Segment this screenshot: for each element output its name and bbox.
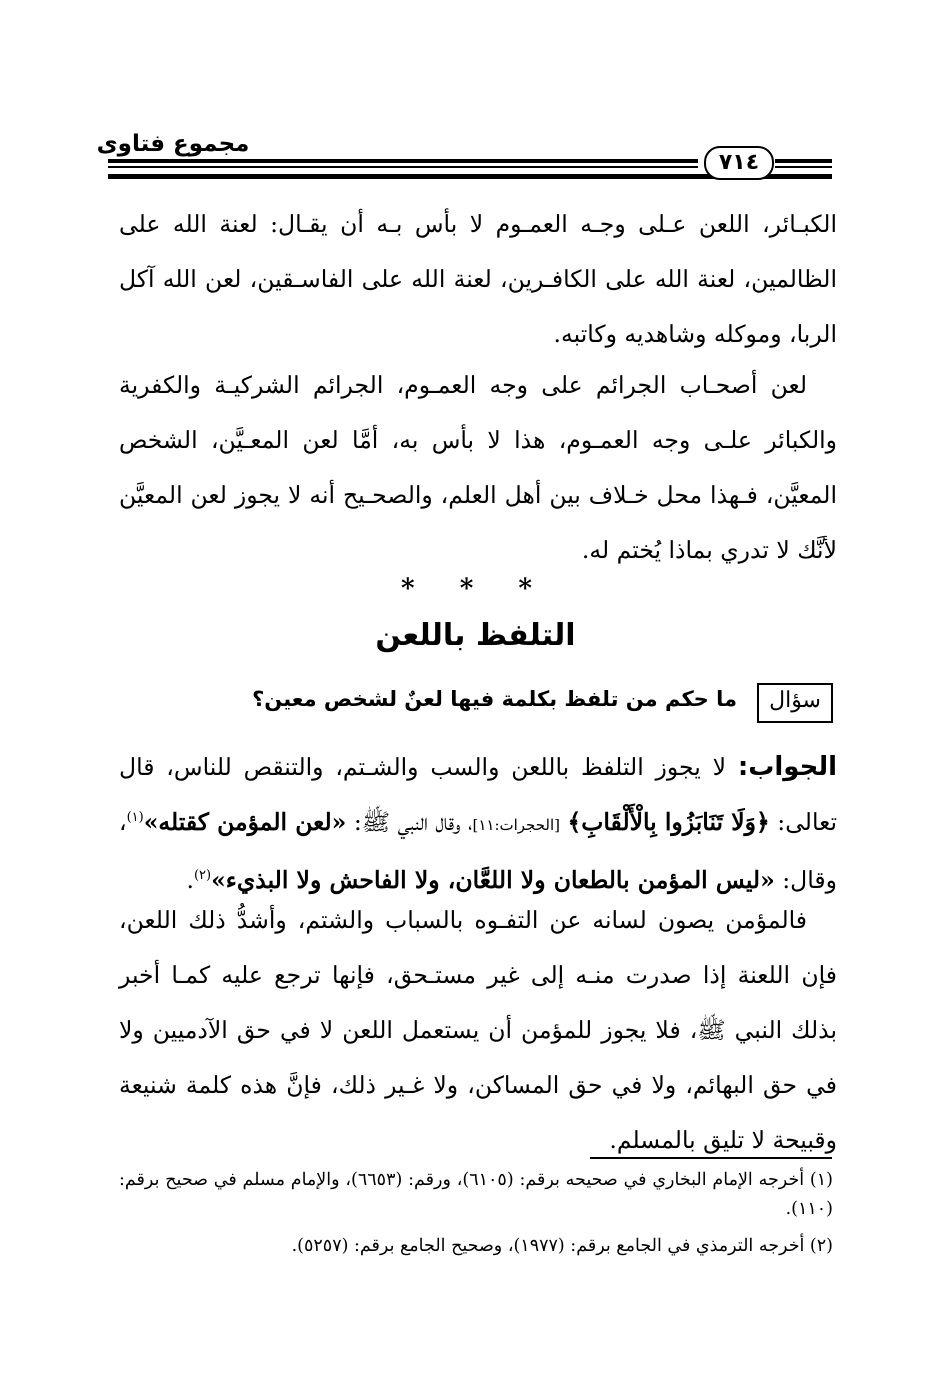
answer-part3: ، وقال: bbox=[119, 808, 837, 894]
header-rule-left-bottom bbox=[108, 166, 698, 168]
hadith-2: «ليس المؤمن بالطعان ولا اللعَّان، ولا الفاحش ولا البذيء» bbox=[211, 866, 775, 894]
paragraph-2 bbox=[119, 358, 837, 578]
answer-paragraph bbox=[119, 740, 837, 908]
answer-part1: لا يجوز التلفظ باللعن والسب والشـتم، والتنقص للناس، قال تعالى: bbox=[119, 753, 837, 836]
footnote-ref-2: (٢) bbox=[193, 868, 212, 884]
paragraph-2-text: لعن أصحـاب الجرائم على وجه العمـوم، الجرائم الشركيـة والكفرية والكبائر علـى وجه العمـوم، هذا لا بأس به، أمَّا لعن المعـيَّن، الشخص المعيَّن، فـهذا محل خـلاف بين أهل العلم، والصحـيح أنه لا يجوز لعن المعيَّن لأنَّك لا تدري بماذا يُختم له. bbox=[119, 371, 837, 564]
quran-reference: [الحجرات:١١] bbox=[472, 816, 561, 834]
header-rule-left-top bbox=[108, 159, 698, 163]
section-separator: * * * bbox=[401, 574, 550, 604]
book-title: مجموع فتاوى bbox=[96, 131, 250, 157]
paragraph-final bbox=[119, 893, 837, 1168]
page-number: ٧١٤ bbox=[704, 146, 774, 180]
question-row bbox=[119, 683, 833, 723]
hadith-1: «لعن المؤمن كقتله» bbox=[143, 808, 347, 836]
paragraph-1: الكبـائر، اللعن عـلى وجـه العمـوم لا بأس بـه أن يقـال: لعنة الله على الظالمين، لعنة الله على الكافـرين، لعنة الله على الفاسـقين، لعن الله آكل الربا، وموكله وشاهديه وكاتبه. bbox=[119, 210, 837, 348]
question-label: سؤال bbox=[757, 683, 833, 723]
footnote-divider bbox=[590, 1157, 832, 1159]
header-rule-right-bottom bbox=[775, 166, 832, 168]
header-rule-right-top bbox=[775, 159, 832, 163]
answer-end: . bbox=[186, 866, 194, 894]
footnote-1: (١) أخرجه الإمام البخاري في صحيحه برقم: (٦١٠٥)، ورقم: (٦٦٥٣)، والإمام مسلم في صحيح برقم: (١١٠). bbox=[119, 1170, 833, 1219]
answer-part2: ، وقال النبي ﷺ: bbox=[353, 808, 473, 836]
answer-label: الجواب: bbox=[737, 752, 837, 782]
paragraph-final-text: فالمؤمن يصون لسانه عن التفـوه بالسباب والشتم، وأشدُّ ذلك اللعن، فإن اللعنة إذا صدرت منـه إلى غير مستـحق، فإنها ترجع عليه كمـا أخبر بذلك النبي ﷺ، فلا يجوز للمؤمن أن يستعمل اللعن لا في حق الآدميين ولا في حق البهائم، ولا في حق المساكن، ولا غـير ذلك، فإنَّ هذه كلمة شنيعة وقبيحة لا تليق بالمسلم. bbox=[119, 906, 837, 1154]
quran-verse: ﴿وَلَا تَنَابَزُوا بِالْأَلْقَابِ﴾ bbox=[567, 808, 770, 836]
footnote-2: (٢) أخرجه الترمذي في الجامع برقم: (١٩٧٧)، وصحيح الجامع برقم: (٥٢٥٧). bbox=[291, 1236, 833, 1256]
section-title: التلفظ باللعن bbox=[375, 618, 576, 653]
question-text: ما حكم من تلفظ بكلمة فيها لعنٌ لشخص معين؟ bbox=[252, 687, 737, 711]
footnote-ref-1: (١) bbox=[126, 810, 144, 826]
